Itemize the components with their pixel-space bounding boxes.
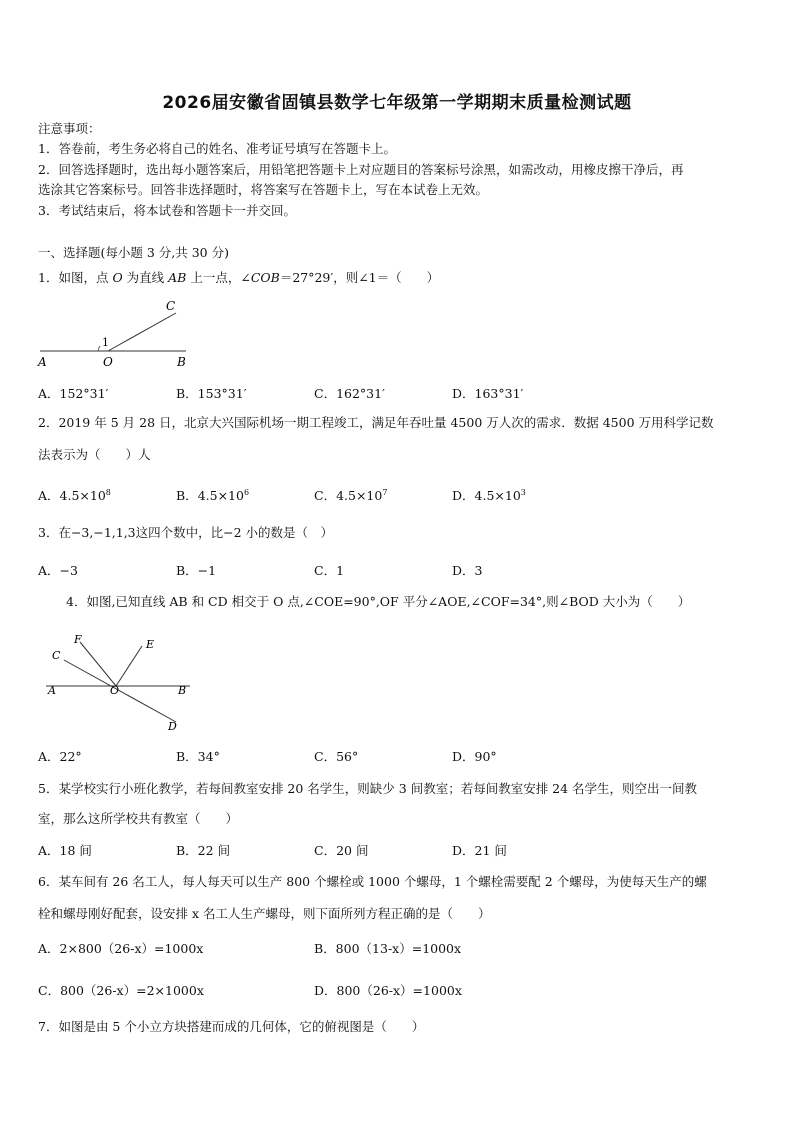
q4-label-o: O — [110, 684, 120, 697]
question-2-line-2: 法表示为（ ）人 — [38, 447, 151, 462]
question-4: 4．如图,已知直线 AB 和 CD 相交于 O 点,∠COE=90°,OF 平分∠AOE,∠COF=34°,则∠BOD 大小为（ ） — [66, 594, 691, 609]
page-title: 2026届安徽省固镇县数学七年级第一学期期末质量检测试题 — [162, 93, 632, 113]
q2-option-d-base: 4.5×10 — [474, 488, 521, 503]
q6-option-b: B．800（13-x）=1000x — [314, 941, 462, 956]
q4-option-d: D．90° — [452, 749, 497, 764]
q1-label-c: C — [166, 299, 176, 313]
q4-label-d: D — [168, 720, 177, 733]
q1-option-b: B．153°31′ — [176, 386, 247, 401]
q4-option-a: A．22° — [38, 749, 82, 764]
q2-option-d-label: D． — [452, 488, 475, 503]
q1-figure — [36, 296, 196, 370]
q2-option-b-label: B． — [176, 488, 198, 503]
q5-option-c: C．20 间 — [314, 843, 369, 858]
q3-option-b: B．−1 — [176, 563, 217, 578]
notice-item-2-cont: 选涂其它答案标号。回答非选择题时，将答案写在答题卡上，写在本试卷上无效。 — [38, 182, 489, 197]
q4-label-e: E — [146, 638, 155, 651]
q5-option-a: A．18 间 — [38, 843, 92, 858]
q2-option-b — [176, 485, 249, 504]
question-1 — [38, 270, 439, 286]
q2-option-b-base: 4.5×10 — [197, 488, 244, 503]
q2-option-c-label: C． — [314, 488, 337, 503]
q2-option-d-exp: 3 — [520, 488, 526, 497]
q2-option-d — [452, 485, 526, 504]
question-2-line-1: 2．2019 年 5 月 28 日，北京大兴国际机场一期工程竣工，满足年吞吐量 4500 万人次的需求．数据 4500 万用科学记数 — [38, 415, 714, 430]
question-6-line-1: 6．某车间有 26 名工人，每人每天可以生产 800 个螺栓或 1000 个螺母，1 个螺栓需要配 2 个螺母，为使每天生产的螺 — [38, 874, 707, 889]
q4-label-a: A — [48, 684, 56, 697]
notice-heading: 注意事项： — [38, 121, 101, 136]
q5-option-d: D．21 间 — [452, 843, 507, 858]
question-6-line-2: 栓和螺母刚好配套，设安排 x 名工人生产螺母，则下面所列方程正确的是（ ） — [38, 906, 491, 921]
q1-line-ab: AB — [168, 270, 187, 285]
question-5-line-2: 室，那么这所学校共有教室（ ） — [38, 811, 239, 826]
q1-label-a: A — [38, 355, 47, 369]
notice-item-3: 3．考试结束后，将本试卷和答题卡一并交回。 — [38, 203, 296, 218]
q6-option-c: C．800（26-x）=2×1000x — [38, 983, 204, 998]
q1-label-1: 1 — [102, 336, 109, 349]
question-7: 7．如图是由 5 个小立方块搭建而成的几何体，它的俯视图是（ ） — [38, 1019, 425, 1034]
notice-item-2: 2．回答选择题时，选出每小题答案后，用铅笔把答题卡上对应题目的答案标号涂黑，如需改动，用橡皮擦干净后，再 — [38, 162, 684, 177]
q2-option-a-base: 4.5×10 — [59, 488, 106, 503]
question-5-line-1: 5．某学校实行小班化教学，若每间教室安排 20 名学生，则缺少 3 间教室；若每间教室安排 24 名学生，则空出一间教 — [38, 781, 698, 796]
q2-option-c-exp: 7 — [382, 488, 388, 497]
q4-label-b: B — [178, 684, 187, 697]
section-heading: 一、选择题(每小题 3 分,共 30 分) — [38, 245, 229, 260]
q1-text-b: 为直线 — [122, 270, 169, 285]
q1-angle-cob: COB — [250, 270, 280, 285]
q4-figure — [42, 630, 198, 736]
q2-option-a — [38, 485, 111, 504]
q1-label-o: O — [103, 355, 113, 369]
q3-option-a: A．−3 — [38, 563, 78, 578]
q2-option-c-base: 4.5×10 — [336, 488, 383, 503]
q2-option-b-exp: 6 — [243, 488, 250, 497]
q4-option-c: C．56° — [314, 749, 359, 764]
q6-option-d: D．800（26-x）=1000x — [314, 983, 462, 998]
q4-label-c: C — [52, 649, 61, 662]
q4-label-f: F — [74, 633, 82, 646]
q1-text-a: 1．如图，点 — [38, 270, 113, 285]
q1-text-c: 上一点，∠ — [186, 270, 251, 285]
q1-point-o: O — [112, 270, 123, 285]
question-3: 3．在−3,−1,1,3这四个数中，比−2 小的数是（ ） — [38, 525, 334, 540]
q2-option-c — [314, 485, 387, 504]
q2-option-a-label: A． — [38, 488, 60, 503]
q5-option-b: B．22 间 — [176, 843, 231, 858]
q1-text-d: ＝27°29′，则∠1＝（ ） — [279, 270, 440, 285]
q3-option-c: C．1 — [314, 563, 345, 578]
q1-option-a: A．152°31′ — [38, 386, 109, 401]
q4-option-b: B．34° — [176, 749, 220, 764]
q1-label-b: B — [177, 355, 186, 369]
q1-option-c: C．162°31′ — [314, 386, 385, 401]
q1-option-d: D．163°31′ — [452, 386, 524, 401]
q3-option-d: D．3 — [452, 563, 483, 578]
q2-option-a-exp: 8 — [105, 488, 111, 497]
notice-item-1: 1．答卷前，考生务必将自己的姓名、准考证号填写在答题卡上。 — [38, 141, 396, 156]
q6-option-a: A．2×800（26-x）=1000x — [38, 941, 204, 956]
